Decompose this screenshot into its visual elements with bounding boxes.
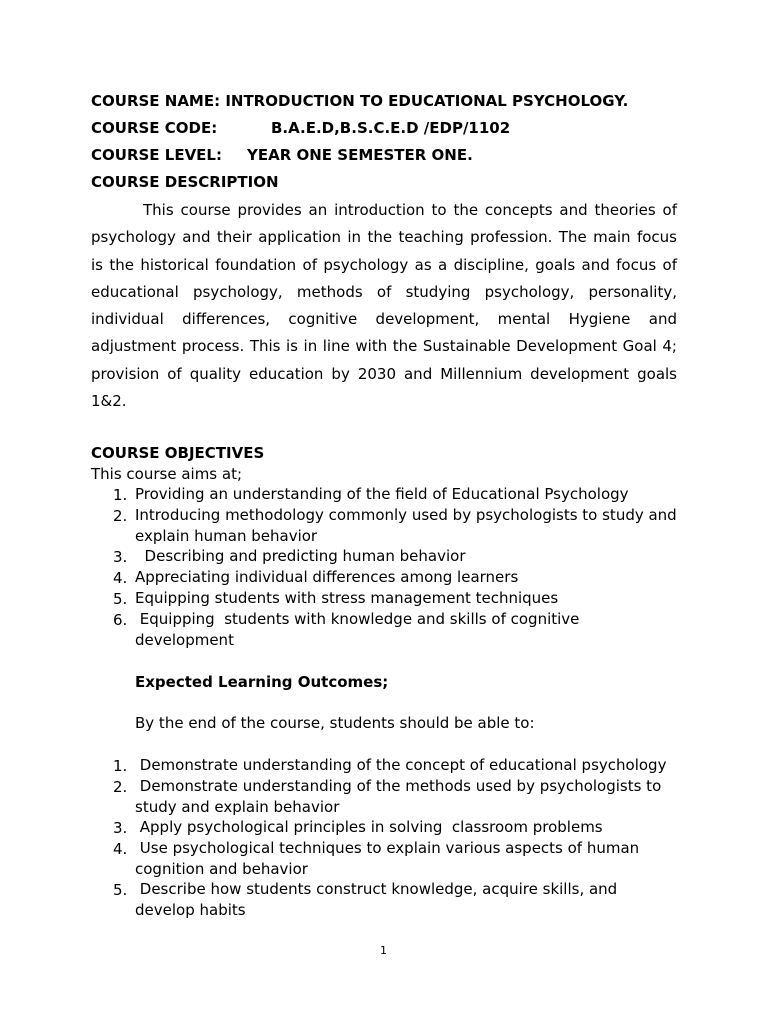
objective-number: 5. bbox=[113, 590, 128, 608]
outcome-number: 3. bbox=[113, 819, 128, 837]
course-description-heading: COURSE DESCRIPTION bbox=[91, 173, 279, 191]
course-objectives-heading: COURSE OBJECTIVES bbox=[91, 444, 265, 462]
outcome-item: Describe how students construct knowledge, acquire skills, and develop habits bbox=[135, 880, 622, 919]
outcome-number: 4. bbox=[113, 840, 128, 858]
course-name: COURSE NAME: INTRODUCTION TO EDUCATIONAL PSYCHOLOGY. bbox=[91, 92, 629, 110]
learning-outcomes-heading: Expected Learning Outcomes; bbox=[135, 673, 389, 691]
course-level-label: COURSE LEVEL: bbox=[91, 146, 222, 164]
outcome-item: Use psychological techniques to explain various aspects of human cognition and behavior bbox=[135, 839, 644, 878]
objective-item: Introducing methodology commonly used by psychologists to study and explain human behavior bbox=[135, 506, 677, 545]
course-code-value: B.A.E.D,B.S.C.E.D /EDP/1102 bbox=[271, 119, 511, 137]
outcome-item: Demonstrate understanding of the concept of educational psychology bbox=[135, 756, 667, 774]
objective-number: 1. bbox=[113, 486, 128, 504]
course-code-label: COURSE CODE: bbox=[91, 119, 218, 137]
objective-number: 2. bbox=[113, 507, 128, 525]
outcome-item: Apply psychological principles in solving classroom problems bbox=[135, 818, 603, 836]
course-level-value: YEAR ONE SEMESTER ONE. bbox=[247, 146, 473, 164]
objective-number: 6. bbox=[113, 611, 128, 629]
outcome-item: Demonstrate understanding of the methods used by psychologists to study and explain behavior bbox=[135, 777, 667, 816]
objective-item: Describing and predicting human behavior bbox=[135, 547, 466, 565]
objectives-intro: This course aims at; bbox=[91, 465, 243, 483]
objective-item: Equipping students with knowledge and skills of cognitive development bbox=[135, 610, 585, 649]
objective-item: Equipping students with stress management techniques bbox=[135, 589, 559, 607]
objective-number: 4. bbox=[113, 569, 128, 587]
page-number: 1 bbox=[380, 944, 387, 957]
outcome-number: 1. bbox=[113, 757, 128, 775]
objective-item: Providing an understanding of the field of Educational Psychology bbox=[135, 485, 629, 503]
learning-outcomes-intro: By the end of the course, students should be able to: bbox=[135, 714, 535, 732]
objective-number: 3. bbox=[113, 548, 128, 566]
objective-item: Appreciating individual differences among learners bbox=[135, 568, 519, 586]
outcome-number: 5. bbox=[113, 881, 128, 899]
outcome-number: 2. bbox=[113, 778, 128, 796]
course-description-text: This course provides an introduction to the concepts and theories of psychology and their application in the teaching profession. The main focus is the historical foundation of psychology as a discipline, goals and focus of educational psychology, methods of studying psychology, personality, individual differences, cognitive development, mental Hygiene and adjustment process. This is in line with the Sustainable Development Goal 4; provision of quality education by 2030 and Millennium development goals 1&2. bbox=[91, 201, 677, 411]
